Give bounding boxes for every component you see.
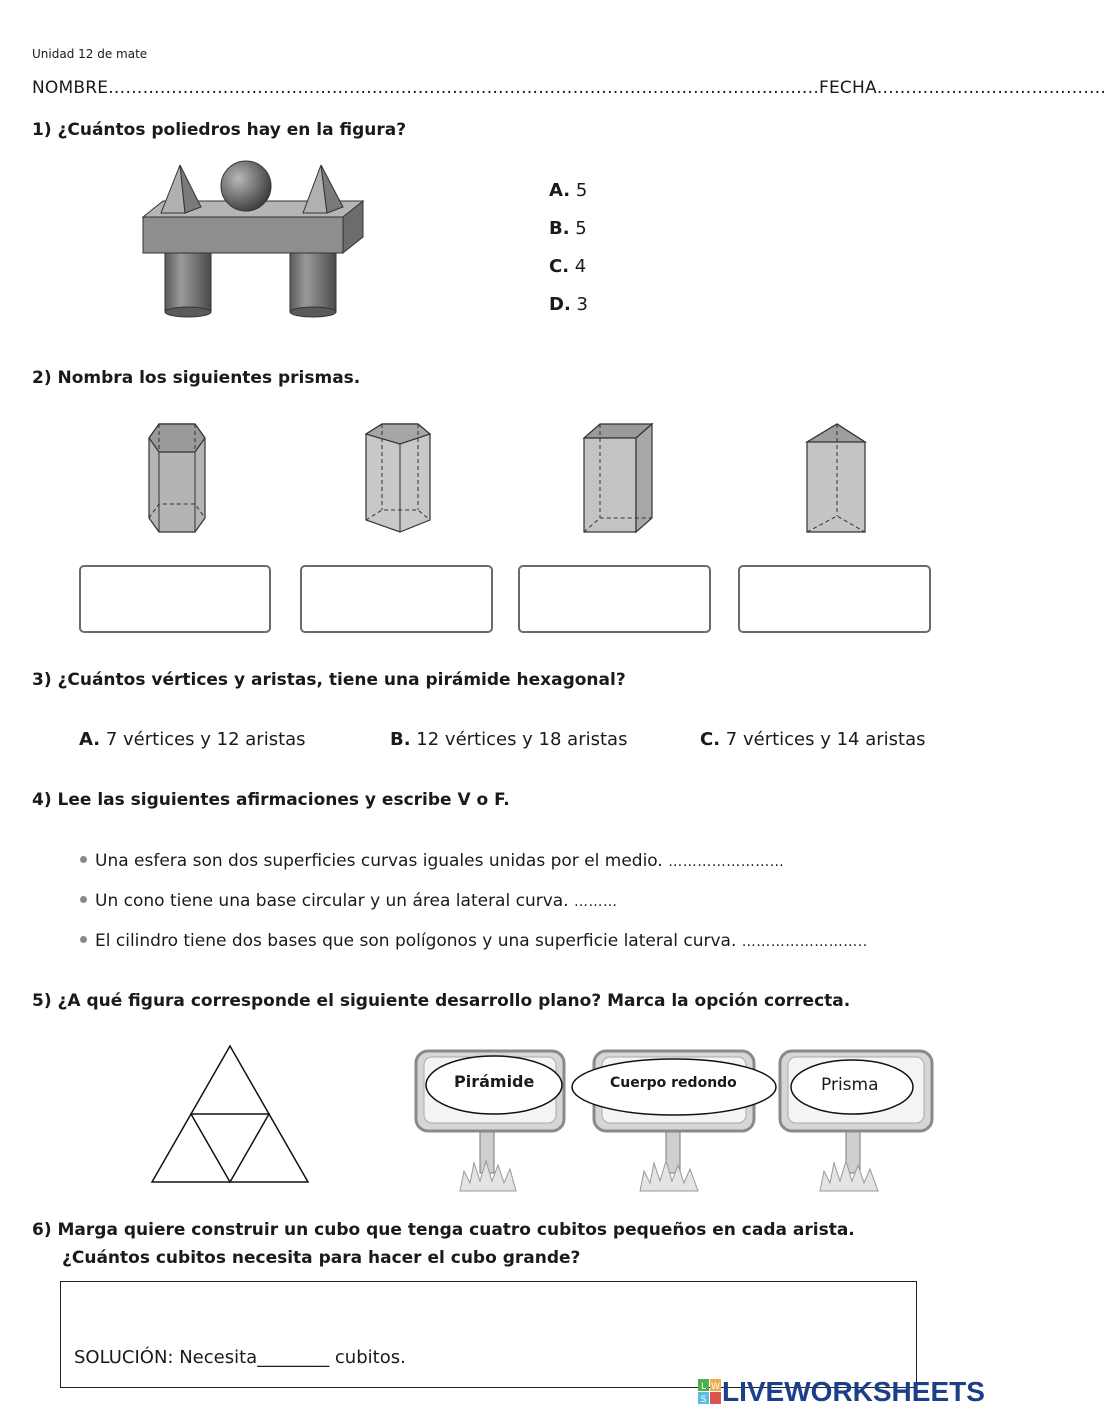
logo-text: LIVEWORKSHEETS: [722, 1376, 985, 1407]
logo-badge-icon: [698, 1377, 722, 1407]
triangular-prism: [803, 420, 869, 535]
sphere: [221, 161, 271, 211]
q1-option-b[interactable]: B. 5: [549, 218, 587, 239]
vf-blank-3[interactable]: ……………………..: [741, 934, 868, 950]
pyramid-right: [303, 165, 343, 213]
question-6-line2: ¿Cuántos cubitos necesita para hacer el cubo grande?: [62, 1248, 581, 1268]
q1-option-d[interactable]: D. 3: [549, 294, 588, 315]
statement-2: Un cono tiene una base circular y un área lateral curva. ………: [80, 891, 618, 911]
bullet-icon: [80, 856, 87, 863]
sign-label-piramide[interactable]: Pirámide: [454, 1072, 535, 1091]
statement-3: El cilindro tiene dos bases que son polígonos y una superficie lateral curva. ……………………..: [80, 931, 868, 951]
prism-answer-box-2[interactable]: [300, 565, 493, 633]
tetrahedron-net: [145, 1043, 315, 1185]
sign-label-prisma[interactable]: Prisma: [821, 1075, 879, 1095]
unit-title: Unidad 12 de mate: [32, 47, 148, 61]
question-6-line1: 6) Marga quiere construir un cubo que tenga cuatro cubitos pequeños en cada arista.: [32, 1220, 855, 1240]
svg-text:W: W: [711, 1382, 720, 1392]
liveworksheets-logo: [698, 1376, 985, 1410]
question-5: 5) ¿A qué figura corresponde el siguiente desarrollo plano? Marca la opción correcta.: [32, 991, 851, 1011]
cylinder-left: [165, 250, 211, 317]
question-2: 2) Nombra los siguientes prismas.: [32, 368, 361, 388]
q3-option-b[interactable]: B. 12 vértices y 18 aristas: [390, 729, 628, 750]
sign-label-cuerpo-redondo[interactable]: Cuerpo redondo: [610, 1075, 737, 1091]
name-field[interactable]: NOMBRE……………………………………………………………………………………………………………: [32, 78, 814, 98]
question-1: 1) ¿Cuántos poliedros hay en la figura?: [32, 120, 407, 140]
prism-answer-box-1[interactable]: [79, 565, 271, 633]
question-3: 3) ¿Cuántos vértices y aristas, tiene una pirámide hexagonal?: [32, 670, 626, 690]
q3-option-a[interactable]: A. 7 vértices y 12 aristas: [79, 729, 306, 750]
q3-option-c[interactable]: C. 7 vértices y 14 aristas: [700, 729, 926, 750]
name-date-line: [32, 78, 1106, 98]
solution-box[interactable]: [60, 1281, 917, 1388]
svg-text:S: S: [700, 1395, 707, 1405]
q1-option-a[interactable]: A. 5: [549, 180, 588, 201]
prism-answer-box-3[interactable]: [518, 565, 711, 633]
pyramid-left: [161, 165, 201, 213]
date-field[interactable]: .FECHA………………………………….: [813, 78, 1106, 98]
q1-option-c[interactable]: C. 4: [549, 256, 587, 277]
polyhedra-figure: [135, 155, 375, 325]
vf-blank-1[interactable]: ……………………: [668, 854, 785, 870]
rectangular-prism-q2: [580, 420, 656, 535]
hexagonal-prism: [145, 420, 210, 535]
pentagonal-prism: [362, 420, 434, 535]
bullet-icon: [80, 896, 87, 903]
prism-answer-box-4[interactable]: [738, 565, 931, 633]
cylinder-right: [290, 250, 336, 317]
svg-text:L: L: [700, 1382, 707, 1392]
solution-blank[interactable]: ________: [257, 1347, 330, 1368]
vf-blank-2[interactable]: ………: [574, 894, 618, 910]
bullet-icon: [80, 936, 87, 943]
solution-line: SOLUCIÓN: Necesita________ cubitos.: [74, 1347, 406, 1368]
question-4: 4) Lee las siguientes afirmaciones y escribe V o F.: [32, 790, 510, 810]
statement-1: Una esfera son dos superficies curvas iguales unidas por el medio. ……………………: [80, 851, 784, 871]
signs-illustration: [408, 1043, 948, 1198]
